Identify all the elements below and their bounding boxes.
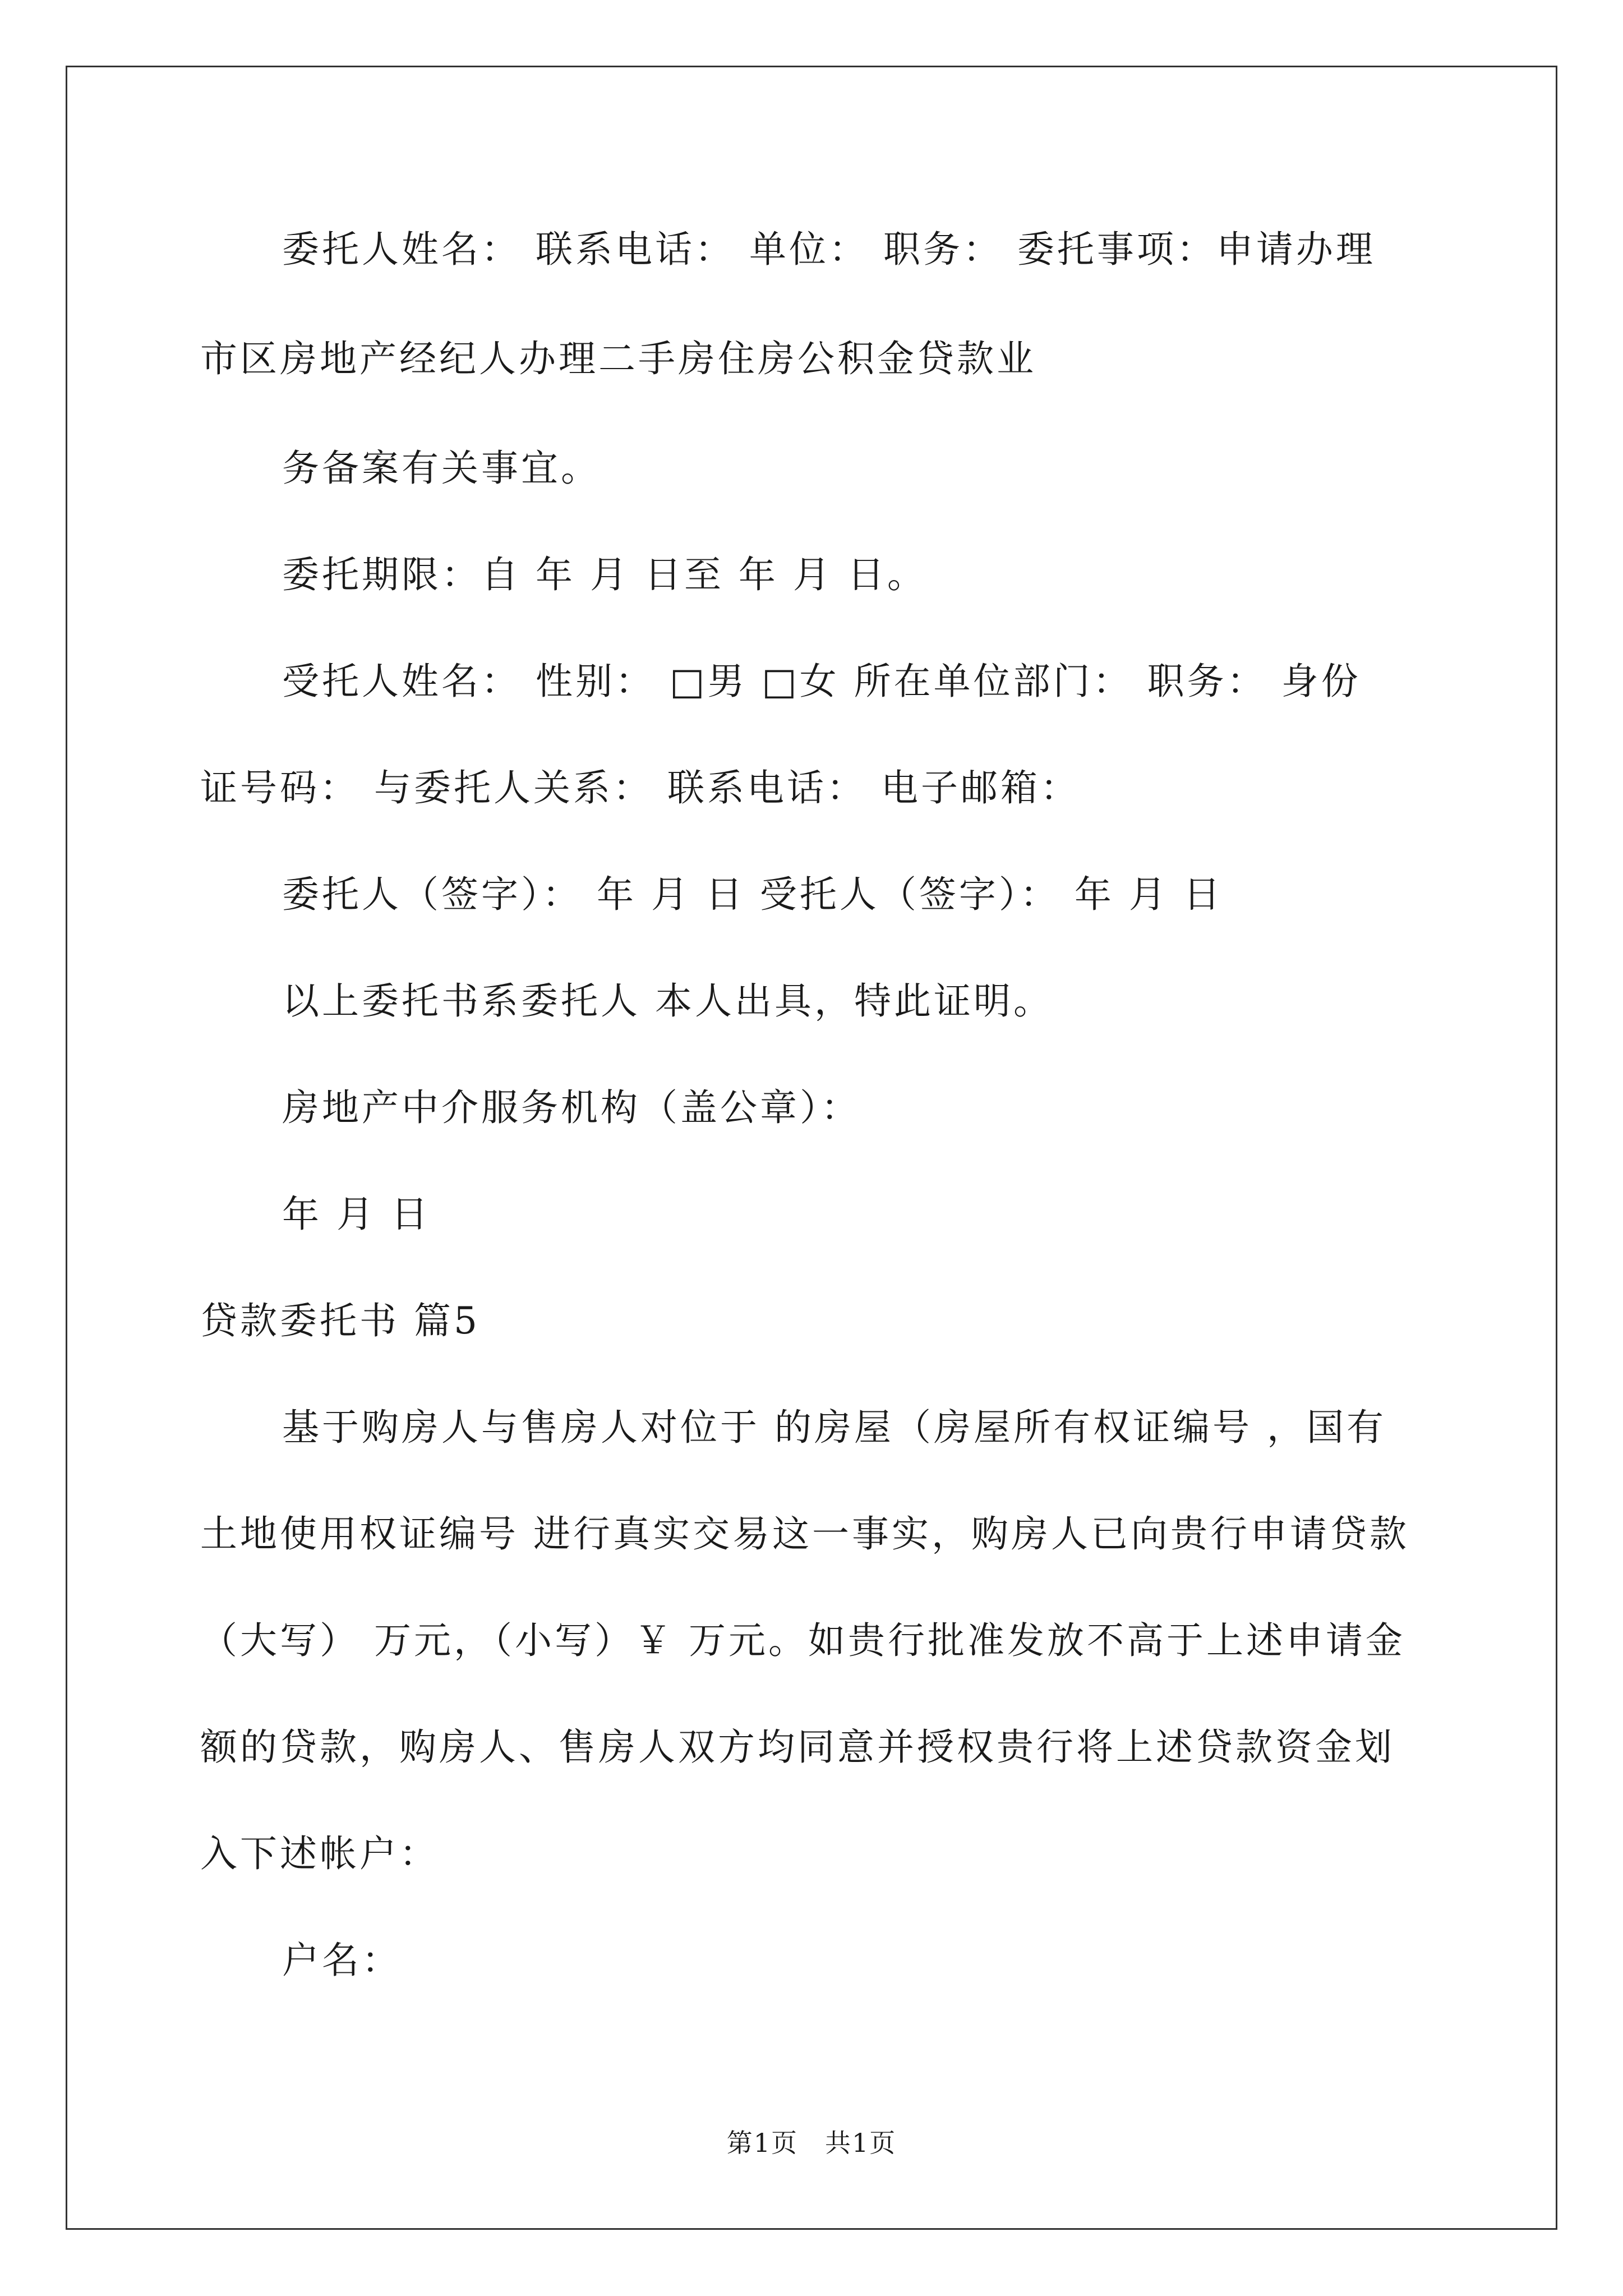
text-line-6: 证号码： 与委托人关系： 联系电话： 电子邮箱： bbox=[200, 766, 1080, 809]
text-line-12: 基于购房人与售房人对位于 的房屋（房屋所有权证编号 ，国有 bbox=[282, 1406, 1386, 1449]
text-line-17: 户名： bbox=[282, 1939, 402, 1982]
text-line-13: 土地使用权证编号 进行真实交易这一事实，购房人已向贵行申请贷款 bbox=[200, 1512, 1409, 1556]
text-line-4: 委托期限：自 年 月 日至 年 月 日。 bbox=[282, 553, 927, 596]
text-line-16: 入下述帐户： bbox=[200, 1832, 439, 1875]
page-number: 第1页 共1页 bbox=[726, 2128, 897, 2158]
text-line-10: 年 月 日 bbox=[282, 1193, 431, 1236]
text-line-7: 委托人（签字）： 年 月 日 受托人（签字）： 年 月 日 bbox=[282, 873, 1223, 916]
text-line-9: 房地产中介服务机构（盖公章）： bbox=[282, 1086, 861, 1129]
text-line-15: 额的贷款，购房人、售房人双方均同意并授权贵行将上述贷款资金划 bbox=[200, 1726, 1395, 1769]
page-border bbox=[66, 66, 1557, 2230]
section-heading: 贷款委托书 篇5 bbox=[200, 1299, 480, 1342]
text-line-1: 委托人姓名： 联系电话： 单位： 职务： 委托事项：申请办理 bbox=[282, 228, 1376, 271]
text-line-5: 受托人姓名： 性别： □男 □女 所在单位部门： 职务： 身份 bbox=[282, 660, 1361, 703]
text-line-2: 市区房地产经纪人办理二手房住房公积金贷款业 bbox=[200, 337, 1036, 380]
text-line-8: 以上委托书系委托人 本人出具，特此证明。 bbox=[282, 979, 1053, 1023]
text-line-3: 务备案有关事宜。 bbox=[282, 447, 601, 490]
text-line-14: （大写） 万元，（小写）￥ 万元。如贵行批准发放不高于上述申请金 bbox=[200, 1619, 1405, 1662]
